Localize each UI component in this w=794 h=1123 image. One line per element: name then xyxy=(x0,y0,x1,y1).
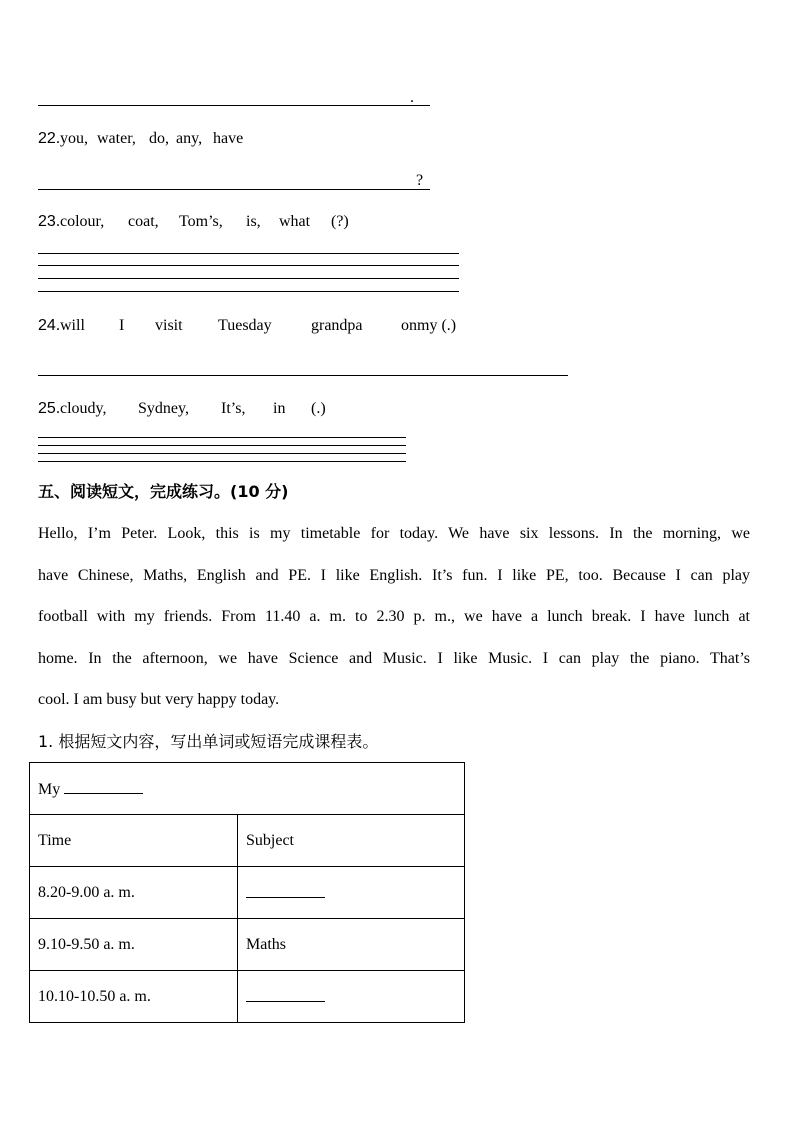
q24-word: grandpa xyxy=(311,317,363,334)
passage-line: have Chinese, Maths, English and PE. I like English. It’s fun. I like PE, too. Because I can play xyxy=(38,566,750,584)
answer-line-23 xyxy=(38,291,459,292)
q24-word: Tuesday xyxy=(218,317,272,334)
subject-cell xyxy=(238,867,465,919)
passage-line: football with my friends. From 11.40 a. m. to 2.30 p. m., we have a lunch break. I have lunch at xyxy=(38,608,750,625)
q24-word: onmy (.) xyxy=(401,317,457,334)
q22-word: water, xyxy=(97,130,136,147)
q22-word: do, xyxy=(149,130,169,147)
q24-word: will xyxy=(60,317,85,334)
timetable-header-row xyxy=(30,815,465,867)
header-subject: Subject xyxy=(238,815,465,867)
q25-number: 25 xyxy=(38,400,56,417)
reading-passage xyxy=(38,513,750,721)
q22-dot: . xyxy=(56,130,60,147)
timetable-title-blank[interactable] xyxy=(64,779,143,794)
subject-blank[interactable] xyxy=(246,883,325,898)
passage-line: cool. I am busy but very happy today. xyxy=(38,691,280,708)
q23-word: what xyxy=(279,213,311,230)
answer-line-25 xyxy=(38,437,406,438)
subject-cell xyxy=(238,971,465,1023)
subject-blank[interactable] xyxy=(246,987,325,1002)
table-row xyxy=(30,971,465,1023)
question-23 xyxy=(38,212,458,232)
timetable xyxy=(29,762,465,1023)
answer-line-25 xyxy=(38,453,406,454)
answer-line-22 xyxy=(38,189,430,190)
q25-word: It’s, xyxy=(221,400,246,417)
answer-line-25 xyxy=(38,445,406,446)
q23-number: 23 xyxy=(38,213,56,230)
q22-word: any, xyxy=(176,130,203,147)
q22-end-punctuation: ? xyxy=(416,172,424,189)
q21-end-punctuation: . xyxy=(410,89,414,106)
question-22 xyxy=(38,129,458,149)
q22-word: have xyxy=(213,130,244,147)
answer-line-23 xyxy=(38,278,459,279)
question-25 xyxy=(38,399,458,419)
q23-dot: . xyxy=(56,213,60,230)
q25-word: cloudy, xyxy=(60,400,107,417)
q25-word: (.) xyxy=(311,400,326,417)
q24-word: I xyxy=(119,317,125,334)
q22-number: 22 xyxy=(38,130,56,147)
timetable-title-cell xyxy=(30,763,465,815)
q24-number: 24 xyxy=(38,317,56,334)
section-heading: 五、阅读短文，完成练习。(10 分) xyxy=(38,482,289,501)
passage-line: home. In the afternoon, we have Science and Music. I like Music. I can play the piano. That’s xyxy=(38,649,750,667)
subject-cell: Maths xyxy=(238,919,465,971)
q25-dot: . xyxy=(56,400,60,417)
answer-line-21 xyxy=(38,105,430,106)
q22-word: you, xyxy=(60,130,88,147)
table-row xyxy=(30,919,465,971)
q23-word: Tom’s, xyxy=(179,213,223,230)
answer-line-23 xyxy=(38,253,459,254)
task-1-instruction: 1. 根据短文内容，写出单词或短语完成课程表。 xyxy=(38,732,379,751)
q23-word: colour, xyxy=(60,213,105,230)
q23-word: (?) xyxy=(331,213,349,230)
table-row xyxy=(30,867,465,919)
question-24 xyxy=(38,316,498,336)
q25-word: Sydney, xyxy=(138,400,189,417)
q24-dot: . xyxy=(56,317,60,334)
time-cell: 8.20-9.00 a. m. xyxy=(30,867,238,919)
q23-word: coat, xyxy=(128,213,159,230)
time-cell: 9.10-9.50 a. m. xyxy=(30,919,238,971)
q25-word: in xyxy=(273,400,286,417)
answer-line-24 xyxy=(38,375,568,376)
answer-line-25 xyxy=(38,461,406,462)
header-time: Time xyxy=(30,815,238,867)
time-cell: 10.10-10.50 a. m. xyxy=(30,971,238,1023)
timetable-title-row xyxy=(30,763,465,815)
q24-word: visit xyxy=(155,317,183,334)
q23-word: is, xyxy=(246,213,261,230)
answer-line-23 xyxy=(38,265,459,266)
timetable-title-prefix: My xyxy=(38,780,61,798)
passage-line: Hello, I’m Peter. Look, this is my timetable for today. We have six lessons. In the morning, we xyxy=(38,525,750,542)
